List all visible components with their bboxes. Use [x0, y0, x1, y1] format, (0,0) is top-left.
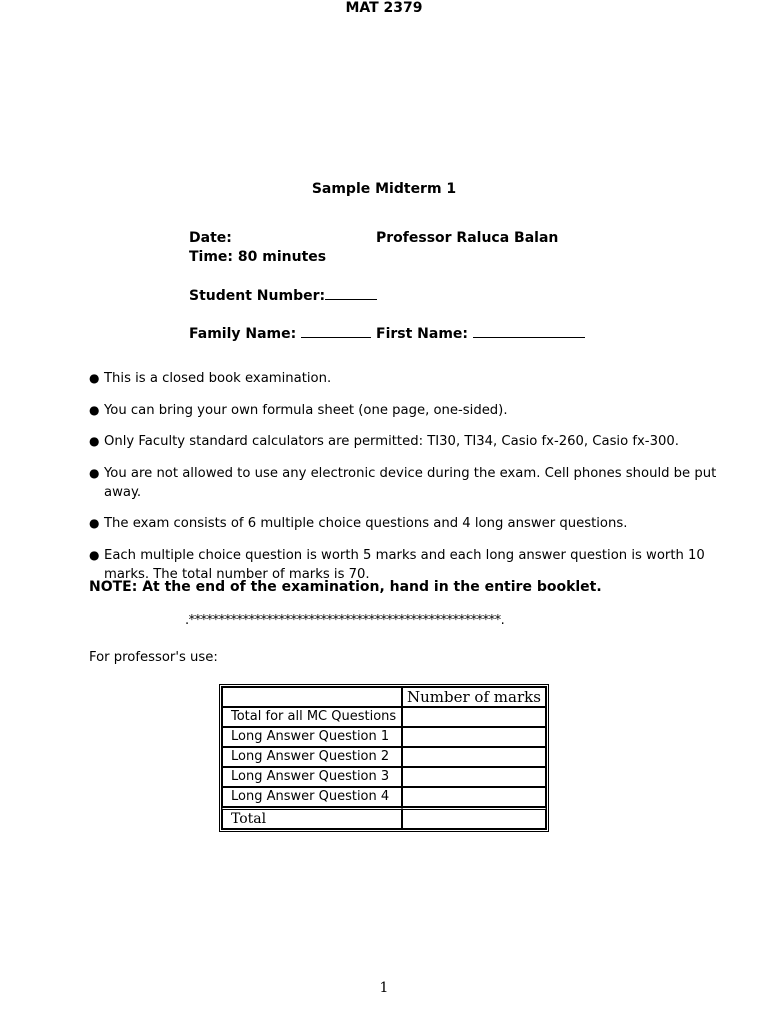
list-item: ● The exam consists of 6 multiple choice questions and 4 long answer questions.	[89, 516, 628, 531]
date-label: Date:	[189, 230, 232, 246]
marks-cell[interactable]	[402, 707, 546, 727]
row-label: Long Answer Question 4	[222, 787, 402, 807]
marks-cell[interactable]	[402, 747, 546, 767]
instructions-list	[89, 369, 729, 596]
bullet-icon: ●	[89, 434, 100, 448]
table-row	[222, 787, 546, 807]
family-name-blank[interactable]	[301, 324, 371, 338]
table-header-empty	[222, 687, 402, 707]
bullet-icon: ●	[89, 516, 100, 530]
first-name-label: First Name:	[376, 326, 469, 342]
bullet-icon: ●	[89, 465, 100, 480]
row-label: Long Answer Question 3	[222, 767, 402, 787]
table-row	[222, 767, 546, 787]
professor-name: Professor Raluca Balan	[376, 230, 559, 246]
booklet-note: NOTE: At the end of the examination, hand in the entire booklet.	[89, 579, 602, 595]
marks-cell[interactable]	[402, 727, 546, 747]
list-item: ● This is a closed book examination.	[89, 371, 332, 386]
list-item: ● You are not allowed to use any electronic device during the exam. Cell phones should be put away.	[89, 465, 717, 500]
student-number-blank[interactable]	[325, 286, 377, 300]
table-row	[222, 727, 546, 747]
separator-stars: .****************************************************.	[185, 613, 505, 628]
exam-title: Sample Midterm 1	[311, 181, 457, 197]
table-total-row	[222, 807, 546, 829]
table-header-row	[222, 687, 546, 707]
marks-cell[interactable]	[402, 787, 546, 807]
table-row	[222, 747, 546, 767]
total-label: Total	[222, 807, 402, 829]
family-name-label: Family Name:	[189, 326, 297, 342]
course-code: MAT 2379	[345, 0, 423, 16]
page-number: 1	[379, 980, 389, 996]
row-label: Total for all MC Questions	[222, 707, 402, 727]
row-label: Long Answer Question 1	[222, 727, 402, 747]
row-label: Long Answer Question 2	[222, 747, 402, 767]
first-name-field	[376, 324, 585, 342]
time-label: Time: 80 minutes	[189, 249, 327, 265]
list-item: ● Each multiple choice question is worth 5 marks and each long answer question is worth 10 marks. The total number of marks is 70.	[89, 547, 705, 582]
marks-table	[219, 684, 549, 832]
first-name-blank[interactable]	[473, 324, 585, 338]
bullet-icon: ●	[89, 402, 100, 417]
list-item: ● Only Faculty standard calculators are permitted: TI30, TI34, Casio fx-260, Casio fx-300.	[89, 434, 679, 449]
list-item: ● You can bring your own formula sheet (one page, one-sided).	[89, 402, 508, 418]
table-row	[222, 707, 546, 727]
student-number-field	[189, 286, 377, 304]
marks-column-header: Number of marks	[402, 687, 546, 707]
total-marks-cell[interactable]	[402, 807, 546, 829]
marks-cell[interactable]	[402, 767, 546, 787]
student-number-label: Student Number:	[189, 288, 326, 304]
family-name-field	[189, 324, 371, 342]
professor-use-label: For professor's use:	[89, 650, 218, 665]
bullet-icon: ●	[89, 547, 100, 562]
bullet-icon: ●	[89, 371, 100, 385]
